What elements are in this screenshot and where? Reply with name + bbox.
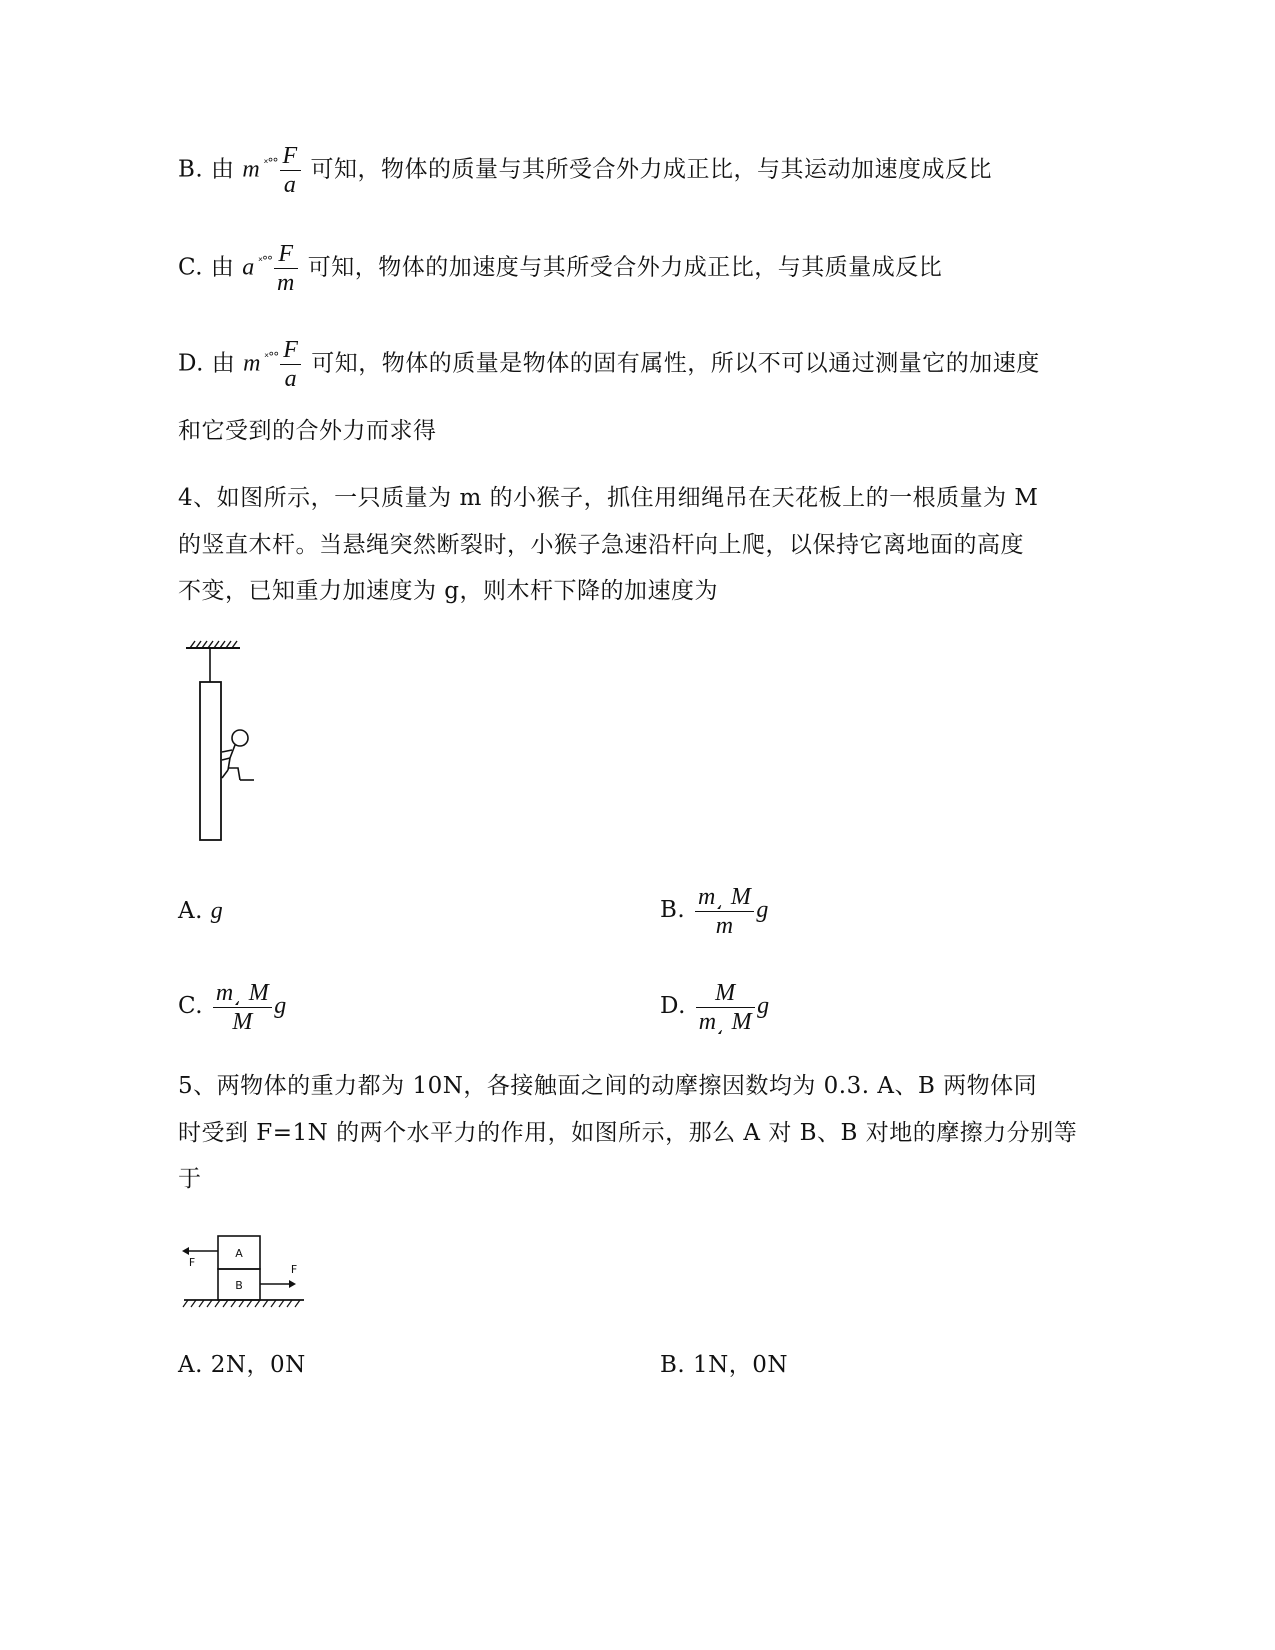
option-b-label: B. 由 [178, 156, 235, 183]
option-c-label: C. 由 [178, 254, 235, 281]
option-d-label: D. 由 [178, 350, 236, 377]
option-d-text: 可知，物体的质量是物体的固有属性，所以不可以通过测量它的加速度 [311, 350, 1040, 377]
formula-variable: a [242, 254, 255, 281]
formula-operator-glyph: ˣ°° [263, 349, 279, 364]
formula-fraction [280, 142, 301, 199]
fraction-denominator: a [283, 172, 297, 198]
q5-option-a: A. 2N，0N [178, 1352, 306, 1378]
option-a-label: A. [178, 898, 203, 924]
fraction-numerator: F [274, 240, 298, 269]
q5-stem-line-2: 时受到 F=1N 的两个水平力的作用，如图所示，那么 A 对 B、B 对地的摩擦力分别等 [178, 1120, 1078, 1146]
option-b-label: B. [660, 897, 686, 923]
q3-option-b [178, 142, 992, 199]
q4-option-a [178, 896, 223, 926]
option-a-value: g [210, 898, 224, 924]
block-b-label: B [235, 1279, 243, 1292]
formula-fraction [280, 336, 301, 393]
formula-fraction [274, 240, 298, 297]
q4-option-c [178, 976, 287, 1036]
option-d-fraction [696, 979, 755, 1036]
option-b-tail: g [756, 897, 769, 923]
block-a-label: A [235, 1247, 243, 1260]
q4-stem-line-1: 4、如图所示，一只质量为 m 的小猴子，抓住用细绳吊在天花板上的一根质量为 M [178, 485, 1039, 511]
option-c-fraction [213, 979, 272, 1036]
force-left-label: F [188, 1256, 196, 1269]
option-c-tail: g [274, 993, 287, 1019]
fraction-numerator: m͵ M [695, 883, 754, 912]
fraction-denominator: M [232, 1008, 253, 1035]
option-c-label: C. [178, 993, 204, 1019]
q5-stem-line-3: 于 [178, 1166, 202, 1192]
option-b-fraction [695, 883, 754, 940]
q5-option-b: B. 1N，0N [660, 1352, 789, 1378]
q4-stem-line-2: 的竖直木杆。当悬绳突然断裂时，小猴子急速沿杆向上爬，以保持它离地面的高度 [178, 532, 1024, 558]
formula-operator-glyph: ˣ°° [263, 155, 278, 170]
fraction-denominator: m [715, 912, 734, 939]
fraction-denominator: m [277, 270, 295, 296]
monkey-pole-figure [180, 640, 270, 845]
option-d-label: D. [660, 993, 686, 1019]
formula-variable: m [243, 350, 261, 377]
q4-option-d [660, 976, 770, 1036]
option-b-text: 可知，物体的质量与其所受合外力成正比，与其运动加速度成反比 [310, 156, 992, 183]
fraction-numerator: m͵ M [213, 979, 272, 1008]
q5-stem-line-1: 5、两物体的重力都为 10N，各接触面之间的动摩擦因数均为 0.3. A、B 两物体同 [178, 1073, 1038, 1099]
q3-option-d [178, 336, 1040, 393]
force-right-label: F [290, 1263, 298, 1276]
formula-operator-glyph: ˣ°° [257, 253, 273, 268]
q3-option-c [178, 240, 942, 297]
q3-option-d-continued: 和它受到的合外力而求得 [178, 418, 437, 444]
q4-option-b [660, 880, 769, 940]
fraction-denominator: m͵ M [698, 1008, 753, 1035]
fraction-numerator: F [280, 336, 301, 365]
fraction-numerator: M [696, 979, 755, 1008]
q4-stem-line-3: 不变，已知重力加速度为 g，则木杆下降的加速度为 [178, 578, 719, 604]
fraction-denominator: a [284, 366, 298, 392]
fraction-numerator: F [280, 142, 301, 171]
option-c-text: 可知，物体的加速度与其所受合外力成正比，与其质量成反比 [307, 254, 943, 281]
blocks-force-figure [178, 1230, 310, 1312]
option-d-tail: g [757, 993, 770, 1019]
formula-variable: m [242, 156, 261, 183]
